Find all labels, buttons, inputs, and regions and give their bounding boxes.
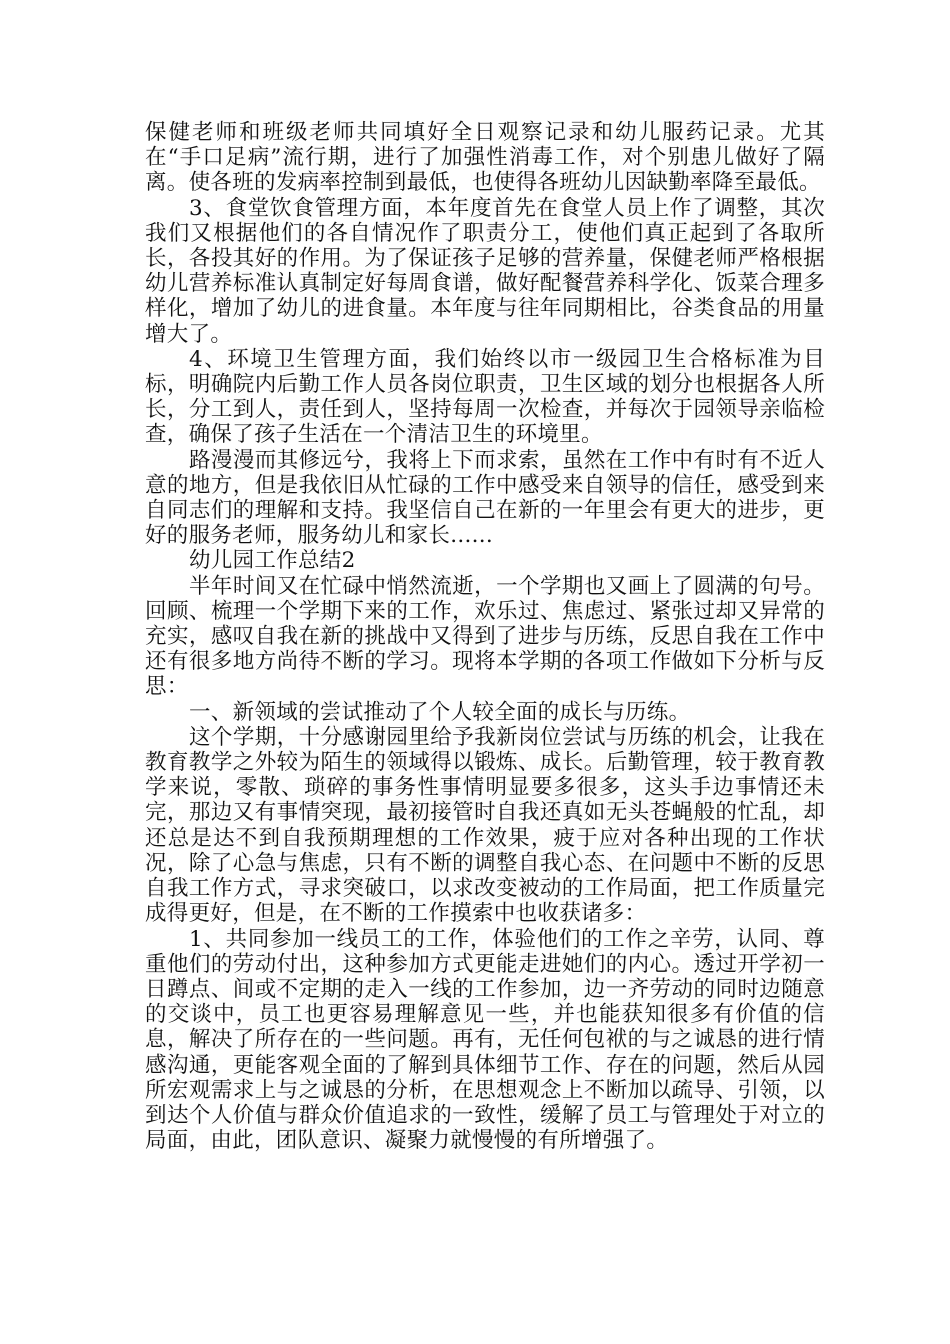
heading-new-field: 一、新领域的尝试推动了个人较全面的成长与历练。	[189, 699, 691, 725]
paragraph-environment-hygiene: 4、环境卫生管理方面，我们始终以市一级园卫生合格标准为目标，明确院内后勤工作人员各岗位职责，卫生区域的划分也根据各人所长，分工到人，责任到人，坚持每周一次检查，并每次于园领导亲临检查，确保了孩子生活在一个清洁卫生的环境里。	[145, 346, 825, 448]
section-title-summary-2: 幼儿园工作总结2	[189, 548, 356, 574]
paragraph-semester-intro: 半年时间又在忙碌中悄然流逝，一个学期也又画上了圆满的句号。回顾、梳理一个学期下来的工作，欢乐过、焦虑过、紧张过却又异常的充实，感叹自我在新的挑战中又得到了进步与历练，反思自我在工作中还有很多地方尚待不断的学习。现将本学期的各项工作做如下分析与反思：	[145, 573, 825, 700]
document-page	[145, 120, 825, 1153]
paragraph-canteen-management: 3、食堂饮食管理方面，本年度首先在食堂人员上作了调整，其次我们又根据他们的各自情况作了职责分工，使他们真正起到了各取所长，各投其好的作用。为了保证孩子足够的营养量，保健老师严格根据幼儿营养标准认真制定好每周食谱，做好配餐营养科学化、饭菜合理多样化，增加了幼儿的进食量。本年度与往年同期相比，谷类食品的用量增大了。	[145, 195, 825, 347]
paragraph-health-records: 保健老师和班级老师共同填好全日观察记录和幼儿服药记录。尤其在“手口足病”流行期，进行了加强性消毒工作，对个别患儿做好了隔离。使各班的发病率控制到最低，也使得各班幼儿因缺勤率降至最低。	[145, 120, 825, 196]
paragraph-logistics-management: 这个学期，十分感谢园里给予我新岗位尝试与历练的机会，让我在教育教学之外较为陌生的领域得以锻炼、成长。后勤管理，较于教育教学来说，零散、琐碎的事务性事情明显要多很多，这头手边事情还未完，那边又有事情突现，最初接管时自我还真如无头苍蝇般的忙乱，却还总是达不到自我预期理想的工作效果，疲于应对各种出现的工作状况，除了心急与焦虑，只有不断的调整自我心态、在问题中不断的反思自我工作方式，寻求突破口，以求改变被动的工作局面，把工作质量完成得更好，但是，在不断的工作摸索中也收获诸多：	[145, 724, 825, 927]
paragraph-frontline-participation: 1、共同参加一线员工的工作，体验他们的工作之辛劳，认同、尊重他们的劳动付出，这种参加方式更能走进她们的内心。透过开学初一日蹲点、间或不定期的走入一线的工作参加，边一齐劳动的同时边随意的交谈中，员工也更容易理解意见一些，并也能获知很多有价值的信息，解决了所存在的一些问题。再有，无任何包袱的与之诚恳的进行情感沟通，更能客观全面的了解到具体细节工作、存在的问题，然后从园所宏观需求上与之诚恳的分析，在思想观念上不断加以疏导、引领，以到达个人价值与群众价值追求的一致性，缓解了员工与管理处于对立的局面，由此，团队意识、凝聚力就慢慢的有所增强了。	[145, 926, 825, 1154]
paragraph-closing-remarks: 路漫漫而其修远兮，我将上下而求索，虽然在工作中有时有不近人意的地方，但是我依旧从忙碌的工作中感受来自领导的信任，感受到来自同志们的理解和支持。我坚信自己在新的一年里会有更大的进步，更好的服务老师，服务幼儿和家长......	[145, 447, 825, 549]
